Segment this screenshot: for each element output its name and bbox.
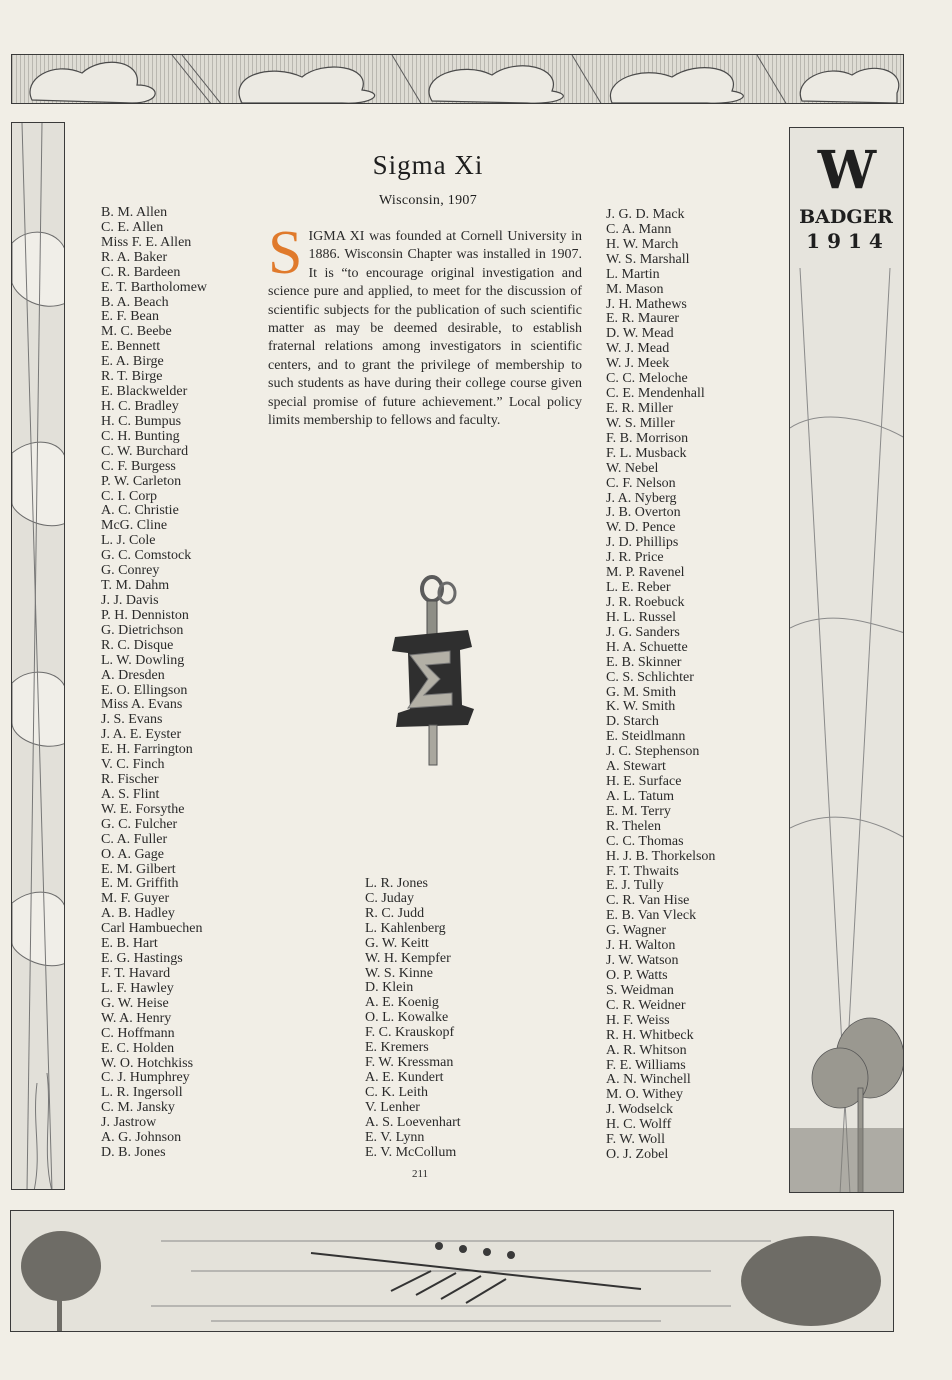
member-name: C. C. Meloche — [606, 371, 688, 387]
badge-name: BADGER — [799, 206, 893, 228]
member-name: J. D. Phillips — [606, 535, 679, 551]
member-name: H. C. Bradley — [101, 398, 179, 414]
member-name: L. W. Dowling — [101, 652, 185, 668]
member-column-2 — [365, 877, 461, 1161]
right-decorative-border — [789, 127, 904, 1193]
member-name: M. F. Guyer — [101, 891, 170, 907]
intro-paragraph — [268, 219, 582, 430]
member-name: R. Fischer — [101, 772, 159, 788]
member-name: F. T. Thwaits — [606, 863, 679, 879]
member-name: H. L. Russel — [606, 609, 676, 625]
member-name: O. L. Kowalke — [365, 1010, 449, 1026]
member-name: E. Bennett — [101, 339, 161, 355]
member-column-1 — [101, 206, 207, 1161]
bottom-decorative-border — [10, 1210, 894, 1332]
member-name: M. P. Ravenel — [606, 565, 685, 581]
member-name: W. J. Meek — [606, 356, 670, 372]
member-name: Miss A. Evans — [101, 697, 183, 713]
member-name: J. A. E. Eyster — [101, 727, 182, 743]
member-name: G. W. Heise — [101, 995, 169, 1011]
intro-text: IGMA XI was founded at Cornell University in 1886. Wisconsin Chapter was installed in 1907. It is “to encourage original investigation and science pure and applied, to meet for the discussion of scientific subjects for the publication of such scientific matter as may be deemed desirable, to establish fraternal relations among investigators in scientific centers, and to grant the privilege of membership to such students as have during their college course given special promise of future achievement.” Local policy limits membership to fellows and faculty. — [268, 229, 582, 429]
member-name: J. G. D. Mack — [606, 207, 685, 222]
member-name: F. W. Kressman — [365, 1055, 454, 1071]
member-name: D. W. Mead — [606, 326, 674, 342]
member-name: E. Steidlmann — [606, 729, 686, 745]
member-name: J. C. Stephenson — [606, 744, 700, 760]
member-name: G. Wagner — [606, 923, 667, 939]
left-decorative-border — [11, 122, 65, 1190]
member-name: D. Starch — [606, 714, 659, 730]
member-name: E. O. Ellingson — [101, 682, 188, 698]
member-name: R. H. Whitbeck — [606, 1027, 694, 1043]
member-name: A. Stewart — [606, 759, 666, 775]
member-name: C. R. Bardeen — [101, 264, 181, 280]
member-name: F. B. Morrison — [606, 430, 689, 446]
member-name: L. Kahlenberg — [365, 920, 446, 936]
member-name: C. R. Weidner — [606, 997, 686, 1013]
member-name: L. E. Reber — [606, 580, 671, 596]
member-name: R. C. Judd — [365, 905, 425, 921]
member-name: C. F. Burgess — [101, 458, 176, 474]
member-name: A. N. Winchell — [606, 1072, 691, 1088]
member-name: J. Jastrow — [101, 1115, 157, 1131]
member-name: C. S. Schlichter — [606, 669, 694, 685]
member-name: Carl Hambuechen — [101, 921, 203, 937]
drop-cap: S — [268, 219, 303, 287]
member-name: J. G. Sanders — [606, 624, 680, 640]
member-name: K. W. Smith — [606, 699, 676, 715]
cloud-column-ornament-icon — [12, 123, 65, 1190]
member-name: C. H. Bunting — [101, 428, 180, 444]
member-name: E. Kremers — [365, 1040, 429, 1056]
member-name: R. Thelen — [606, 818, 661, 834]
member-name: E. V. Lynn — [365, 1129, 425, 1145]
member-name: J. R. Roebuck — [606, 594, 685, 610]
member-name: S. Weidman — [606, 982, 674, 998]
member-name: W. J. Mead — [606, 341, 670, 357]
page-number: 211 — [411, 1168, 429, 1180]
member-name: A. E. Kundert — [365, 1069, 444, 1085]
member-name: C. K. Leith — [365, 1084, 428, 1100]
member-name: A. G. Johnson — [101, 1130, 182, 1146]
member-name: A. S. Loevenhart — [365, 1114, 461, 1130]
page-title: Sigma Xi — [372, 150, 484, 180]
member-name: E. B. Skinner — [606, 654, 682, 670]
member-name: J. H. Mathews — [606, 296, 687, 312]
member-name: McG. Cline — [101, 518, 168, 534]
member-name: E. V. McCollum — [365, 1144, 457, 1160]
member-name: C. A. Fuller — [101, 831, 168, 847]
member-name: D. Klein — [365, 980, 414, 996]
member-name: A. R. Whitson — [606, 1042, 687, 1058]
member-name: J. R. Price — [606, 550, 664, 566]
member-name: O. J. Zobel — [606, 1147, 669, 1163]
member-name: J. H. Walton — [606, 938, 676, 954]
rowing-scene-icon — [11, 1211, 894, 1332]
landscape-tree-ornament-icon — [790, 128, 904, 1193]
member-name: C. J. Humphrey — [101, 1070, 190, 1086]
cloud-ornament-icon — [12, 55, 904, 104]
member-name: V. Lenher — [365, 1099, 420, 1115]
member-name: P. W. Carleton — [101, 473, 182, 489]
member-name: C. R. Van Hise — [606, 893, 690, 909]
member-name: J. S. Evans — [101, 712, 163, 728]
badge-letter: W — [817, 140, 875, 201]
member-name: E. B. Van Vleck — [606, 908, 697, 924]
member-name: B. M. Allen — [101, 205, 168, 220]
member-name: E. M. Gilbert — [101, 861, 176, 877]
member-name: Miss F. E. Allen — [101, 234, 192, 250]
member-name: L. R. Jones — [365, 876, 428, 891]
member-name: L. R. Ingersoll — [101, 1085, 183, 1101]
member-name: L. Martin — [606, 266, 660, 282]
member-name: F. C. Krauskopf — [365, 1025, 455, 1041]
member-name: C. Juday — [365, 890, 414, 906]
member-name: L. F. Hawley — [101, 980, 174, 996]
member-name: C. I. Corp — [101, 488, 157, 504]
member-name: R. A. Baker — [101, 249, 168, 265]
member-column-3 — [606, 208, 715, 1163]
member-name: D. B. Jones — [101, 1145, 166, 1161]
member-name: H. C. Bumpus — [101, 413, 182, 429]
member-name: W. H. Kempfer — [365, 950, 451, 966]
member-name: E. R. Maurer — [606, 311, 680, 327]
member-name: E. J. Tully — [606, 878, 664, 894]
member-name: E. T. Bartholomew — [101, 279, 208, 295]
member-name: M. O. Withey — [606, 1087, 683, 1103]
member-name: F. L. Musback — [606, 445, 687, 461]
member-name: J. B. Overton — [606, 505, 681, 521]
member-name: W. O. Hotchkiss — [101, 1055, 194, 1071]
page-subtitle: Wisconsin, 1907 — [378, 193, 478, 208]
member-name: A. Dresden — [101, 667, 165, 683]
member-name: E. R. Miller — [606, 400, 673, 416]
member-name: G. M. Smith — [606, 684, 677, 700]
member-name: E. B. Hart — [101, 936, 158, 952]
member-name: W. E. Forsythe — [101, 801, 185, 817]
member-name: F. W. Woll — [606, 1132, 665, 1148]
member-name: E. F. Bean — [101, 309, 159, 325]
member-name: F. E. Williams — [606, 1057, 686, 1073]
member-name: H. A. Schuette — [606, 639, 688, 655]
member-name: O. A. Gage — [101, 846, 164, 862]
member-name: M. C. Beebe — [101, 324, 172, 340]
member-name: A. B. Hadley — [101, 906, 175, 922]
member-name: A. E. Koenig — [365, 995, 439, 1011]
member-name: A. S. Flint — [101, 786, 160, 802]
member-name: C. Hoffmann — [101, 1025, 175, 1041]
member-name: C. A. Mann — [606, 221, 672, 237]
member-name: G. Conrey — [101, 563, 160, 579]
member-name: W. Nebel — [606, 460, 659, 476]
member-name: E. H. Farrington — [101, 742, 193, 758]
member-name: C. M. Jansky — [101, 1100, 175, 1116]
member-name: W. S. Miller — [606, 415, 675, 431]
member-name: A. C. Christie — [101, 503, 179, 519]
member-name: H. W. March — [606, 236, 679, 252]
member-name: J. W. Watson — [606, 953, 679, 969]
member-name: E. G. Hastings — [101, 951, 183, 967]
member-name: E. C. Holden — [101, 1040, 175, 1056]
badge-year: 1914 — [806, 229, 890, 253]
member-name: F. T. Havard — [101, 966, 171, 982]
member-name: C. E. Allen — [101, 219, 164, 235]
member-name: A. L. Tatum — [606, 788, 674, 804]
member-name: E. M. Griffith — [101, 876, 179, 892]
member-name: G. C. Comstock — [101, 548, 192, 564]
member-name: W. S. Kinne — [365, 965, 433, 981]
member-name: H. F. Weiss — [606, 1012, 670, 1028]
member-name: V. C. Finch — [101, 757, 165, 773]
member-name: M. Mason — [606, 281, 664, 297]
member-name: H. C. Wolff — [606, 1117, 672, 1133]
member-name: W. A. Henry — [101, 1010, 172, 1026]
member-name: J. Wodselck — [606, 1102, 674, 1118]
member-name: J. J. Davis — [101, 592, 159, 608]
member-name: C. C. Thomas — [606, 833, 684, 849]
member-name: C. F. Nelson — [606, 475, 676, 491]
member-name: H. J. B. Thorkelson — [606, 848, 716, 864]
member-name: E. A. Birge — [101, 354, 164, 370]
member-name: G. Dietrichson — [101, 622, 184, 638]
member-name: R. T. Birge — [101, 369, 163, 385]
sigma-xi-pin-icon — [380, 575, 480, 770]
member-name: G. C. Fulcher — [101, 816, 178, 832]
member-name: C. E. Mendenhall — [606, 386, 705, 402]
member-name: T. M. Dahm — [101, 578, 170, 594]
member-name: P. H. Denniston — [101, 607, 189, 623]
member-name: C. W. Burchard — [101, 443, 189, 459]
member-name: G. W. Keitt — [365, 935, 429, 951]
member-name: W. D. Pence — [606, 520, 676, 536]
member-name: B. A. Beach — [101, 294, 169, 310]
member-name: H. E. Surface — [606, 774, 682, 790]
top-decorative-border — [11, 54, 904, 104]
member-name: O. P. Watts — [606, 968, 668, 984]
member-name: L. J. Cole — [101, 533, 156, 549]
member-name: E. Blackwelder — [101, 384, 188, 400]
member-name: R. C. Disque — [101, 637, 174, 653]
member-name: J. A. Nyberg — [606, 490, 677, 506]
member-name: E. M. Terry — [606, 803, 671, 819]
member-name: W. S. Marshall — [606, 251, 690, 267]
